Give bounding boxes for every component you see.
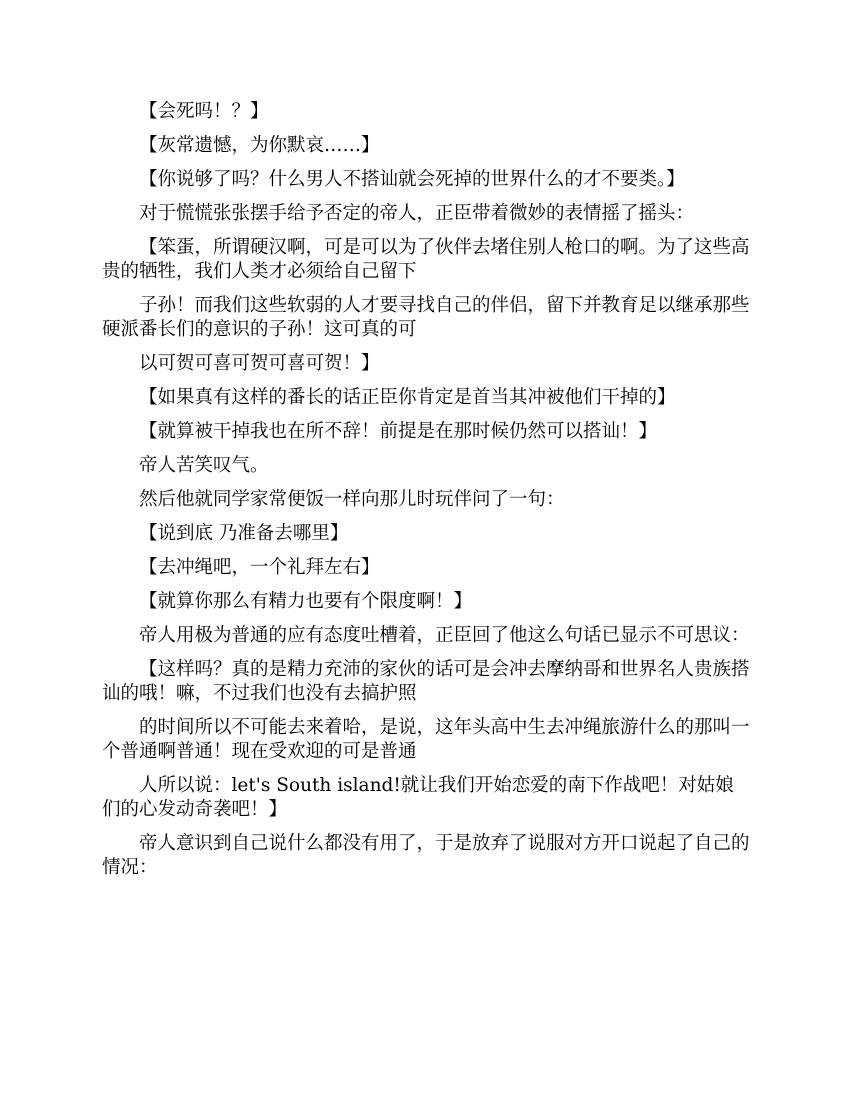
paragraph: 【灰常遗憾，为你默哀……】 bbox=[139, 135, 380, 156]
body-text bbox=[102, 100, 750, 890]
paragraph: 【这样吗？真的是精力充沛的家伙的话可是会冲去摩纳哥和世界名人贵族搭讪的哦！嘛，不过我们也没有去搞护照 bbox=[102, 659, 750, 704]
paragraph: 【就算你那么有精力也要有个限度啊！】 bbox=[139, 591, 473, 612]
paragraph: 帝人苦笑叹气。 bbox=[139, 455, 269, 476]
paragraph: 以可贺可喜可贺可喜可贺！】 bbox=[139, 353, 380, 374]
paragraph: 【去冲绳吧，一个礼拜左右】 bbox=[139, 557, 380, 578]
paragraph: 然后他就同学家常便饭一样向那儿时玩伴问了一句： bbox=[139, 489, 565, 510]
paragraph: 人所以说：let's South island!就让我们开始恋爱的南下作战吧！对姑娘们的心发动奇袭吧！】 bbox=[102, 775, 734, 820]
paragraph: 的时间所以不可能去来着哈，是说，这年头高中生去冲绳旅游什么的那叫一个普通啊普通！现在受欢迎的可是普通 bbox=[102, 717, 750, 762]
paragraph: 【会死吗！？】 bbox=[139, 101, 269, 122]
paragraph: 对于慌慌张张摆手给予否定的帝人，正臣带着微妙的表情摇了摇头： bbox=[139, 203, 695, 224]
paragraph: 子孙！而我们这些软弱的人才要寻找自己的伴侣，留下并教育足以继承那些硬派番长们的意识的子孙！这可真的可 bbox=[102, 295, 750, 340]
paragraph: 【如果真有这样的番长的话正臣你肯定是首当其冲被他们干掉的】 bbox=[139, 387, 676, 408]
paragraph: 【笨蛋，所谓硬汉啊，可是可以为了伙伴去堵住别人枪口的啊。为了这些高贵的牺牲，我们人类才必须给自己留下 bbox=[102, 237, 750, 282]
paragraph: 【你说够了吗？什么男人不搭讪就会死掉的世界什么的才不要类。】 bbox=[139, 169, 685, 190]
paragraph: 【说到底 乃准备去哪里】 bbox=[139, 523, 349, 544]
paragraph: 帝人用极为普通的应有态度吐槽着，正臣回了他这么句话已显示不可思议： bbox=[139, 625, 750, 646]
paragraph: 帝人意识到自己说什么都没有用了，于是放弃了说服对方开口说起了自己的情况： bbox=[102, 833, 750, 878]
paragraph: 【就算被干掉我也在所不辞！前提是在那时候仍然可以搭讪！】 bbox=[139, 421, 658, 442]
